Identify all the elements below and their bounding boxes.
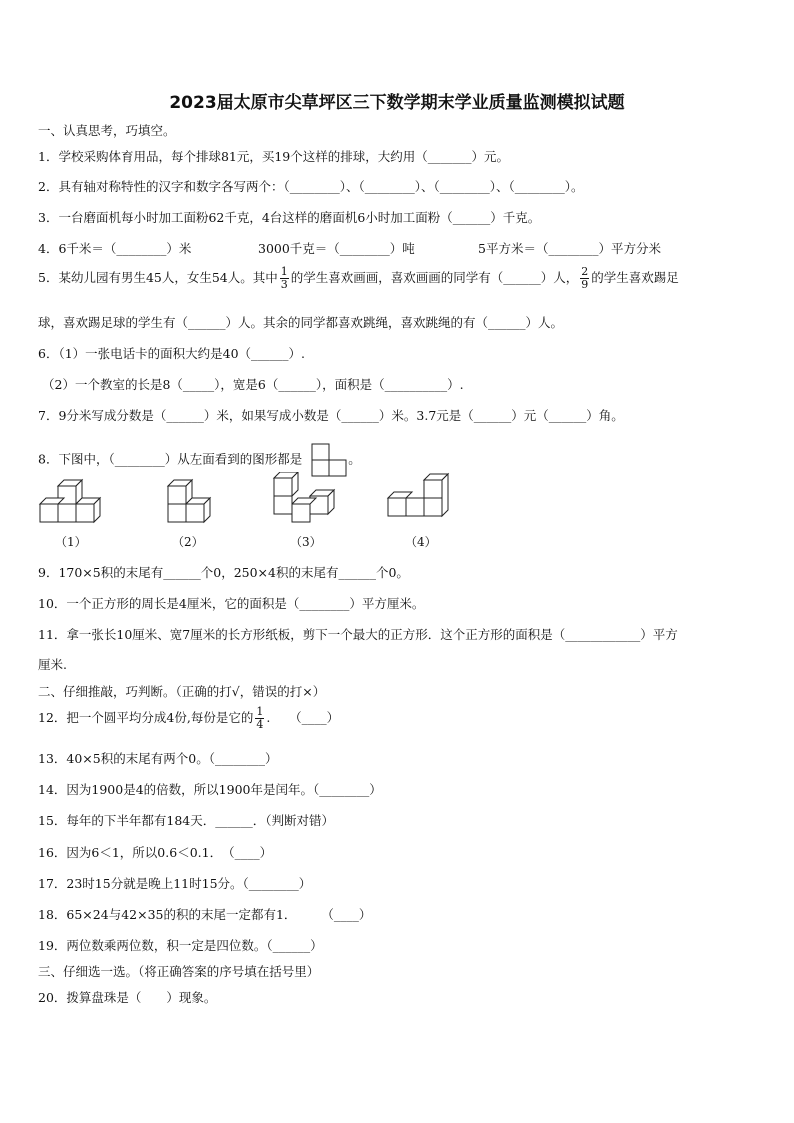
question-7: 7．9分米写成分数是（______）米，如果写成小数是（______）米。3.7元是（______）元（______）角。 bbox=[38, 408, 624, 423]
section-3-heading: 三、仔细选一选。（将正确答案的序号填在括号里） bbox=[38, 964, 320, 979]
page-title: 2023届太原市尖草坪区三下数学期末学业质量监测模拟试题 bbox=[169, 93, 625, 113]
q12-text-pre: 12．把一个圆平均分成4份,每份是它的 bbox=[38, 710, 254, 725]
question-5-line2: 球，喜欢踢足球的学生有（______）人。其余的同学都喜欢跳绳，喜欢跳绳的有（______）人。 bbox=[38, 315, 564, 330]
section-2-heading: 二、仔细推敲，巧判断。（正确的打√，错误的打×） bbox=[38, 684, 326, 699]
cube-figure-4 bbox=[384, 472, 464, 528]
question-13: 13．40×5积的末尾有两个0。（________） bbox=[38, 751, 278, 766]
question-20: 20．拨算盘珠是（ ）现象。 bbox=[38, 990, 217, 1005]
question-8: 8．下图中，（________）从左面看到的图形都是 。 bbox=[38, 442, 361, 478]
question-11-cont: 厘米. bbox=[38, 657, 67, 672]
question-1: 1．学校采购体育用品，每个排球81元，买19个这样的排球，大约用（_______）元。 bbox=[38, 149, 510, 164]
cube-figure-3 bbox=[268, 472, 348, 528]
question-4c: 5平方米＝（________）平方分米 bbox=[478, 241, 661, 256]
question-16: 16．因为6＜1，所以0.6＜0.1． （____） bbox=[38, 845, 273, 860]
q5-text-mid: 的学生喜欢画画，喜欢画画的同学有（______）人， bbox=[290, 270, 579, 285]
q5-text-post: 的学生喜欢踢足 bbox=[591, 270, 679, 285]
question-11: 11．拿一张长10厘米、宽7厘米的长方形纸板，剪下一个最大的正方形．这个正方形的面积是（____________）平方 bbox=[38, 627, 678, 642]
cube-figure-2 bbox=[150, 472, 230, 528]
question-17: 17．23时15分就是晚上11时15分。（________） bbox=[38, 876, 312, 891]
section-1-heading: 一、认真思考，巧填空。 bbox=[38, 123, 176, 138]
q12-text-post: . （____） bbox=[266, 710, 340, 725]
cube-figure-1 bbox=[34, 472, 114, 528]
question-6b: （2）一个教室的长是8（_____），宽是6（______），面积是（__________）. bbox=[42, 377, 464, 392]
question-5-line1 bbox=[38, 266, 679, 291]
figure-caption-4: （4） bbox=[405, 535, 437, 549]
question-10: 10．一个正方形的周长是4厘米，它的面积是（________）平方厘米。 bbox=[38, 596, 425, 611]
question-15: 15．每年的下半年都有184天．______．（判断对错） bbox=[38, 813, 335, 828]
question-14: 14．因为1900是4的倍数，所以1900年是闰年。（________） bbox=[38, 782, 382, 797]
q5-text-pre: 5．某幼儿园有男生45人，女生54人。其中 bbox=[38, 270, 278, 285]
question-2: 2．具有轴对称特性的汉字和数字各写两个：（________）、（________）、（________）、（________）。 bbox=[38, 179, 584, 194]
question-12 bbox=[38, 706, 339, 731]
fraction-one-third: $\frac{1}{3}$ bbox=[280, 265, 288, 291]
question-6a: 6．（1）一张电话卡的面积大约是40（______）. bbox=[38, 346, 306, 361]
question-9: 9．170×5积的末尾有______个0，250×4积的末尾有______个0。 bbox=[38, 565, 409, 580]
question-4a: 4．6千米＝（________）米 bbox=[38, 241, 192, 256]
q8-text: 8．下图中，（________）从左面看到的图形都是 bbox=[38, 451, 303, 467]
question-4b: 3000千克＝（________）吨 bbox=[258, 241, 415, 256]
figure-caption-1: （1） bbox=[55, 535, 87, 549]
figure-caption-3: （3） bbox=[290, 535, 322, 549]
figure-caption-2: （2） bbox=[172, 535, 204, 549]
fraction-two-ninths: $\frac{2}{9}$ bbox=[581, 265, 589, 291]
question-19: 19．两位数乘两位数，积一定是四位数。（______） bbox=[38, 938, 323, 953]
question-18: 18．65×24与42×35的积的末尾一定都有1． （____） bbox=[38, 907, 372, 922]
question-3: 3．一台磨面机每小时加工面粉62千克，4台这样的磨面机6小时加工面粉（______）千克。 bbox=[38, 210, 541, 225]
fraction-one-quarter: $\frac{1}{4}$ bbox=[256, 705, 264, 731]
